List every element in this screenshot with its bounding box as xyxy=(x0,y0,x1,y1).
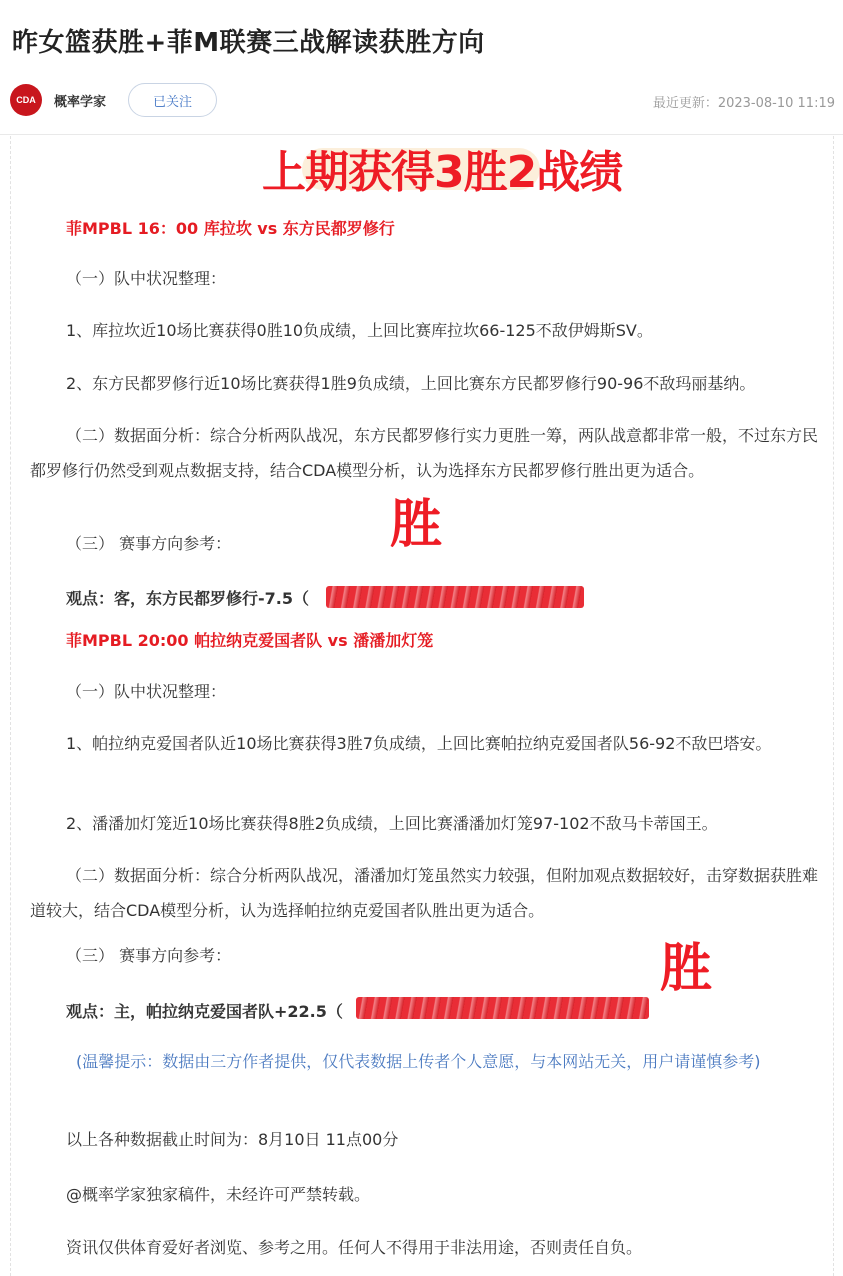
follow-button[interactable]: 已关注 xyxy=(128,83,217,117)
legal-disclaimer: 资讯仅供体育爱好者浏览、参考之用。任何人不得用于非法用途，否则责任自负。 xyxy=(66,1238,643,1257)
match-2-item-2: 2、潘潘加灯笼近10场比赛获得8胜2负成绩，上回比赛潘潘加灯笼97-102不敌马卡蒂国王。 xyxy=(66,814,718,833)
update-time: 最近更新：2023-08-10 11:19 xyxy=(652,96,835,111)
record-banner: 上期获得3胜2战绩 xyxy=(262,147,623,198)
match-1-section-status: （一）队中状况整理： xyxy=(66,269,227,288)
match-1-view: 观点：客，东方民都罗修行-7.5（ xyxy=(66,589,309,608)
match-1-item-2: 2、东方民都罗修行近10场比赛获得1胜9负成绩，上回比赛东方民都罗修行90-96不敌玛丽基纳。 xyxy=(66,374,756,393)
match-1-item-1: 1、库拉坎近10场比赛获得0胜10负成绩，上回比赛库拉坎66-125不敌伊姆斯SV。 xyxy=(66,321,653,340)
match-2-heading: 菲MPBL 20:00 帕拉纳克爱国者队 vs 潘潘加灯笼 xyxy=(66,631,434,650)
match-2-item-1: 1、帕拉纳克爱国者队近10场比赛获得3胜7负成绩，上回比赛帕拉纳克爱国者队56-92不敌巴塔安。 xyxy=(66,734,772,753)
match-2-section-reference: （三） 赛事方向参考： xyxy=(66,946,232,965)
match-2-section-status: （一）队中状况整理： xyxy=(66,682,227,701)
match-1-result-stamp: 胜 xyxy=(390,495,443,555)
header-divider xyxy=(0,134,843,135)
author-bar xyxy=(0,82,843,118)
author-name[interactable]: 概率学家 xyxy=(54,95,107,110)
data-cutoff: 以上各种数据截止时间为：8月10日 11点00分 xyxy=(66,1130,399,1149)
match-1-analysis: （二）数据面分析：综合分析两队战况，东方民都罗修行实力更胜一筹，两队战意都非常一般，不过东方民都罗修行仍然受到观点数据支持，结合CDA模型分析，认为选择东方民都罗修行胜出更为适合。 xyxy=(30,426,819,480)
copyright-note: @概率学家独家稿件，未经许可严禁转载。 xyxy=(66,1185,371,1204)
match-2-analysis: （二）数据面分析：综合分析两队战况，潘潘加灯笼虽然实力较强，但附加观点数据较好，击穿数据获胜难道较大，结合CDA模型分析，认为选择帕拉纳克爱国者队胜出更为适合。 xyxy=(30,866,819,920)
article-title: 昨女篮获胜+菲M联赛三战解读获胜方向 xyxy=(12,28,485,58)
match-1-redaction xyxy=(326,586,584,608)
match-2-redaction xyxy=(356,997,649,1019)
match-1-heading: 菲MPBL 16：00 库拉坎 vs 东方民都罗修行 xyxy=(66,219,395,238)
disclaimer-tip: (温馨提示：数据由三方作者提供，仅代表数据上传者个人意愿，与本网站无关，用户请谨慎参考) xyxy=(76,1052,761,1071)
match-2-result-stamp: 胜 xyxy=(660,939,713,999)
match-1-section-reference: （三） 赛事方向参考： xyxy=(66,534,232,553)
author-avatar[interactable]: CDA xyxy=(10,84,42,116)
match-2-view: 观点：主，帕拉纳克爱国者队+22.5（ xyxy=(66,1002,343,1021)
